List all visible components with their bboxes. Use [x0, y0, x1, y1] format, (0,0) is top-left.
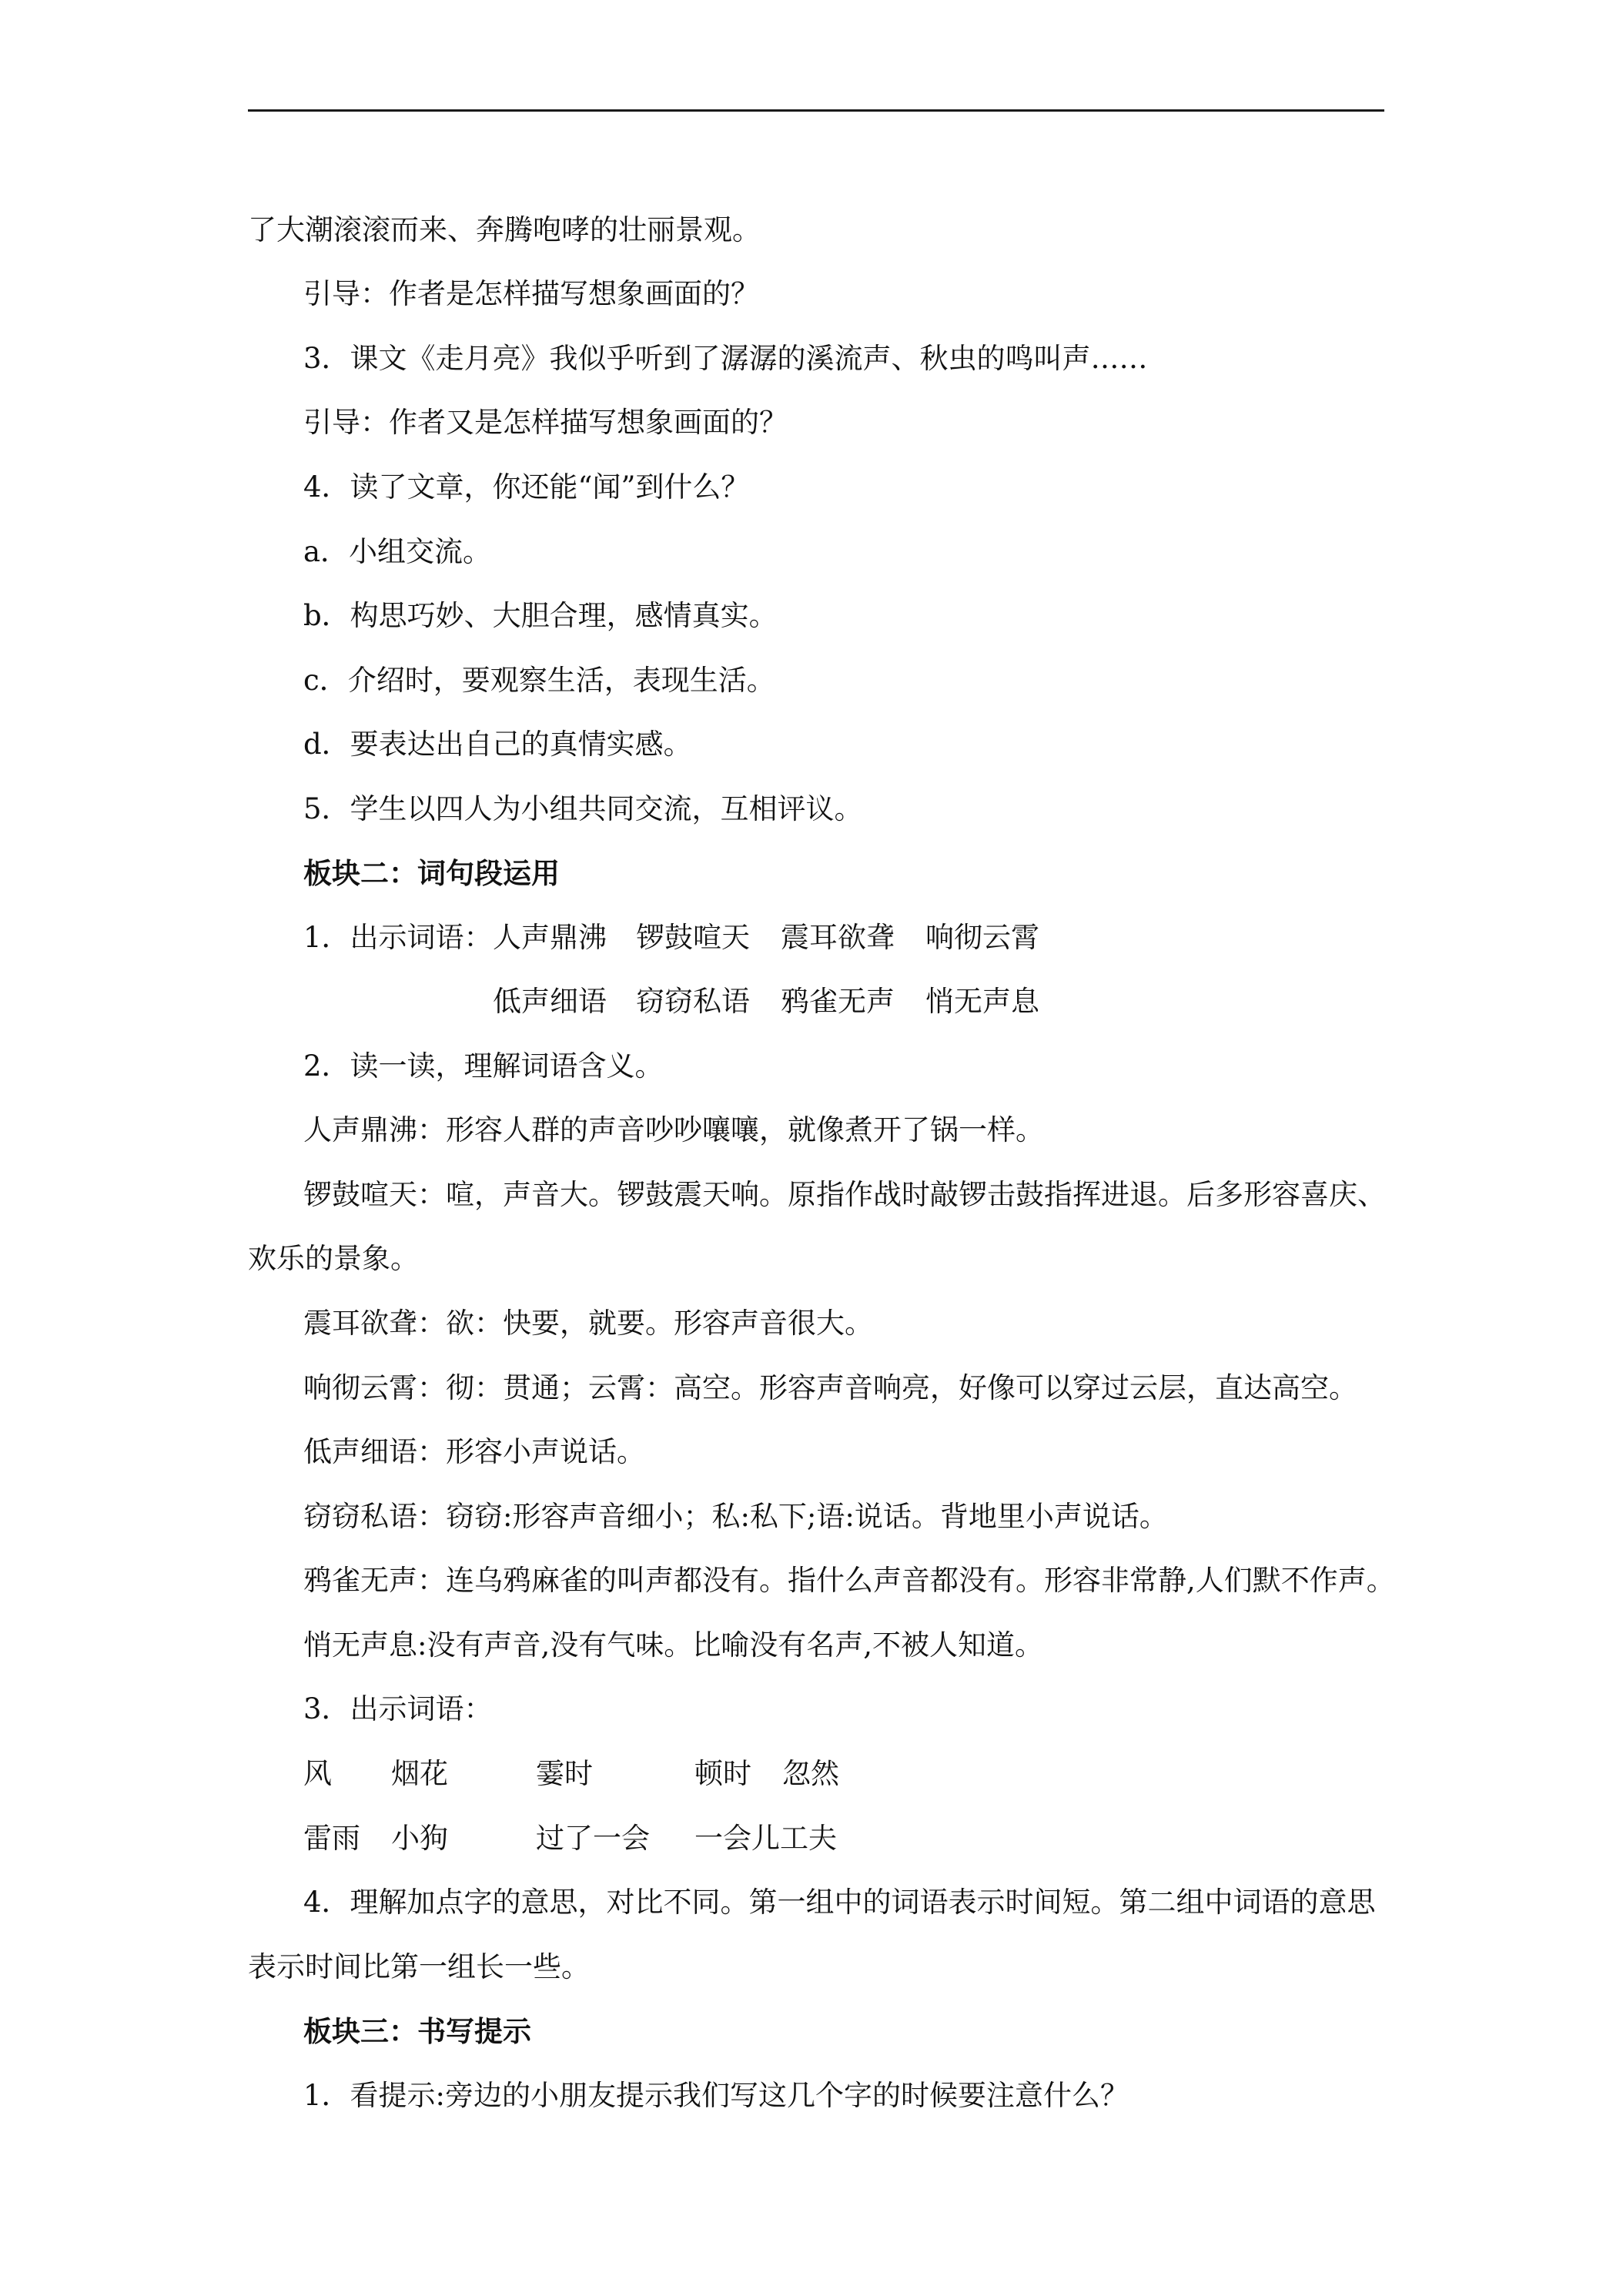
word-grid-cell: 一会儿工夫: [694, 1822, 837, 1855]
text-line: 引导：作者又是怎样描写想象画面的？: [303, 406, 788, 439]
text-line: 4．理解加点字的意思，对比不同。第一组中的词语表示时间短。第二组中词语的意思: [303, 1886, 1376, 1919]
definition-line: 鸦雀无声：连乌鸦麻雀的叫声都没有。指什么声音都没有。形容非常静,人们默不作声。: [303, 1564, 1395, 1597]
text-line: 5．学生以四人为小组共同交流，互相评议。: [303, 792, 863, 825]
text-line: 1．看提示:旁边的小朋友提示我们写这几个字的时候要注意什么？: [303, 2079, 1129, 2112]
text-line: c．介绍时，要观察生活，表现生活。: [303, 664, 775, 697]
text-line: 3．出示词语：: [303, 1692, 493, 1725]
header-rule: [248, 109, 1384, 112]
definition-line: 悄无声息:没有声音,没有气味。比喻没有名声,不被人知道。: [303, 1628, 1043, 1662]
word-grid-cell: 霎时: [536, 1757, 593, 1790]
word-item: 低声细语: [493, 985, 607, 1018]
definition-line: 锣鼓喧天：喧，声音大。锣鼓震天响。原指作战时敲锣击鼓指挥进退。后多形容喜庆、: [303, 1178, 1386, 1211]
word-grid-cell: 风: [303, 1757, 332, 1790]
word-grid-cell: 小狗: [391, 1822, 448, 1855]
word-list-row: [303, 919, 1384, 957]
text-line: 引导：作者是怎样描写想象画面的？: [303, 277, 759, 310]
text-line: 表示时间比第一组长一些。: [248, 1950, 590, 1983]
text-line: 4．读了文章，你还能“闻”到什么？: [303, 470, 750, 504]
word-list-prefix: 1．出示词语：: [303, 921, 493, 954]
word-item: 人声鼎沸: [493, 921, 607, 954]
section-heading: 板块三：书写提示: [303, 2014, 531, 2048]
text-line: 2．读一读，理解词语含义。: [303, 1049, 664, 1083]
word-item: 震耳欲聋: [781, 921, 895, 954]
definition-line: 人声鼎沸：形容人群的声音吵吵嚷嚷，就像煮开了锅一样。: [303, 1113, 1044, 1146]
text-line: b．构思巧妙、大胆合理，感情真实。: [303, 599, 778, 632]
word-grid-cell: 忽然: [782, 1757, 839, 1790]
definition-line: 低声细语：形容小声说话。: [303, 1435, 645, 1468]
word-item: 悄无声息: [925, 985, 1039, 1018]
word-grid-cell: 雷雨: [303, 1822, 360, 1855]
word-item: 窃窃私语: [636, 985, 750, 1018]
definition-line: 窃窃私语：窃窃:形容声音细小；私:私下;语:说话。背地里小声说话。: [303, 1500, 1168, 1533]
word-grid-cell: 顿时: [694, 1757, 751, 1790]
word-grid-cell: 过了一会: [536, 1822, 650, 1855]
word-item: 鸦雀无声: [781, 985, 895, 1018]
word-grid-cell: 烟花: [391, 1757, 448, 1790]
text-line: 3．课文《走月亮》我似乎听到了潺潺的溪流声、秋虫的鸣叫声……: [303, 342, 1148, 375]
text-line: a．小组交流。: [303, 535, 492, 568]
text-line: 了大潮滚滚而来、奔腾咆哮的壮丽景观。: [248, 213, 761, 246]
word-item: 响彻云霄: [925, 921, 1039, 954]
word-item: 锣鼓喧天: [636, 921, 750, 954]
text-line: d．要表达出自己的真情实感。: [303, 728, 692, 761]
section-heading: 板块二：词句段运用: [303, 856, 560, 890]
definition-line: 震耳欲聋：欲：快要，就要。形容声音很大。: [303, 1307, 873, 1340]
definition-line: 响彻云霄：彻：贯通；云霄：高空。形容声音响亮，好像可以穿过云层，直达高空。: [303, 1371, 1357, 1404]
definition-line: 欢乐的景象。: [248, 1242, 419, 1275]
